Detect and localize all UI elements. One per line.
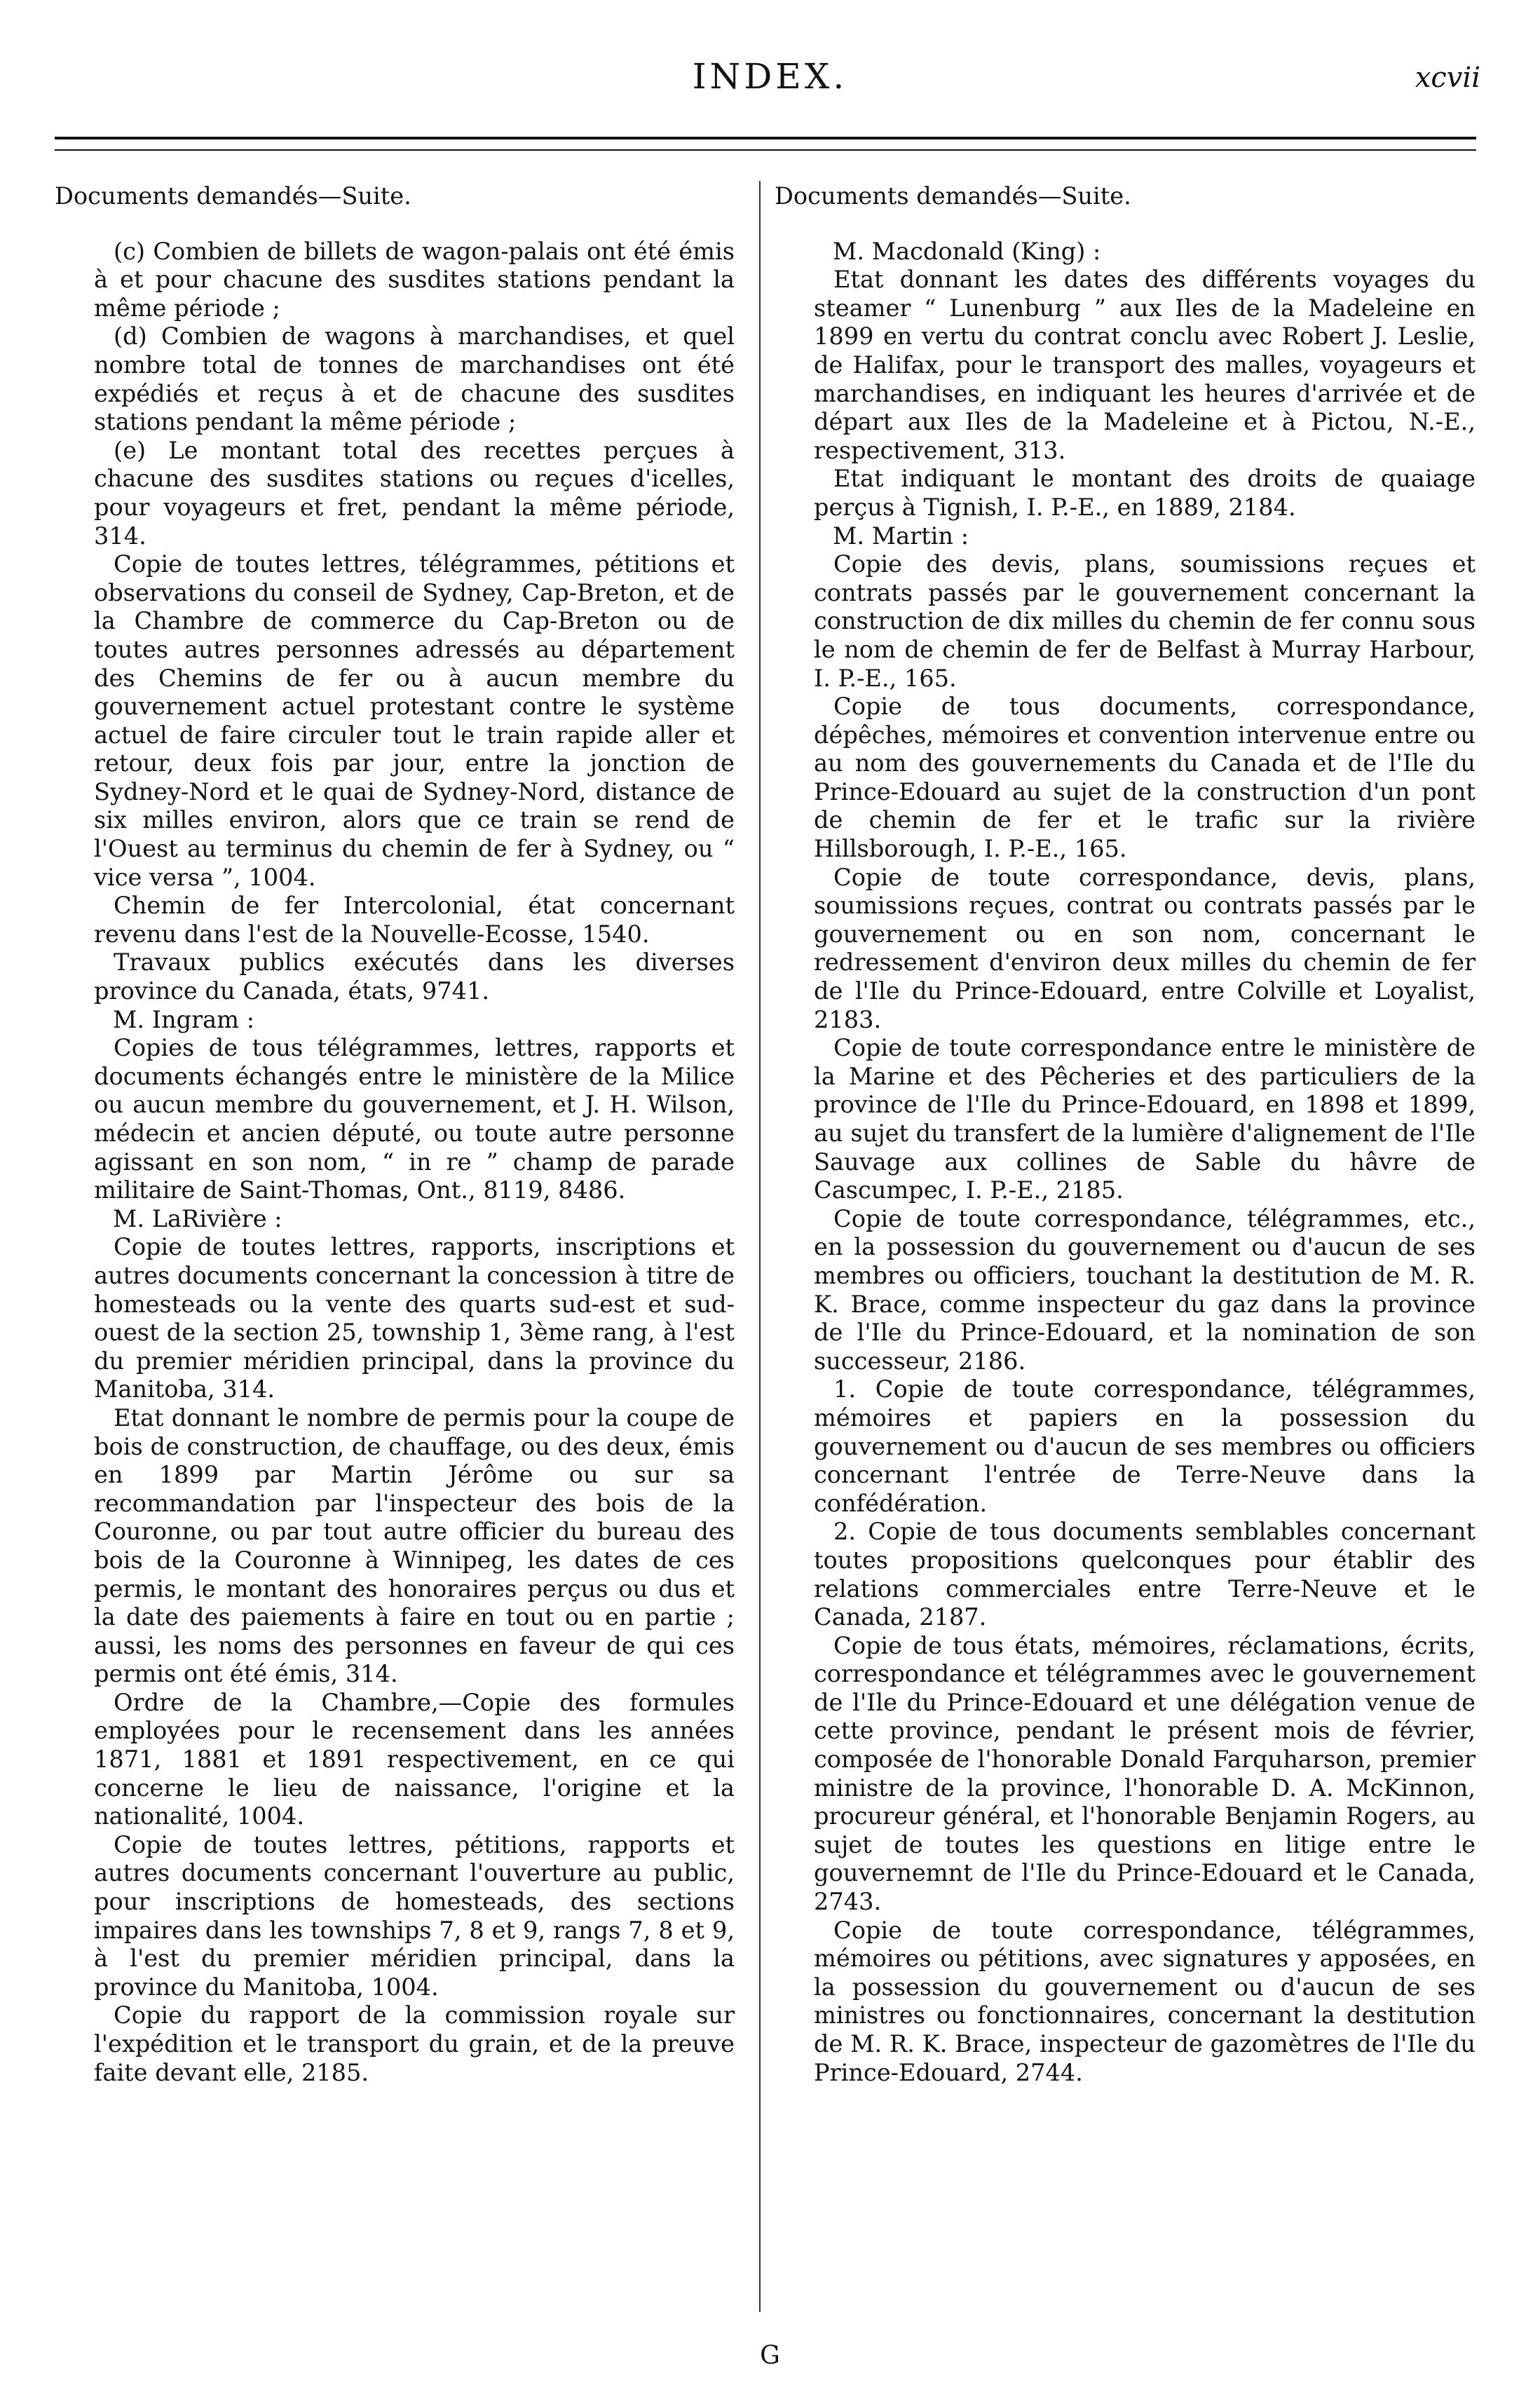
page-number: xcvii <box>1415 62 1480 94</box>
paragraph: (e) Le montant total des recettes perçues à chacune des susdites stations ou reçues d'icelles, pour voyageurs et fret, pendant la même période, 314. <box>94 436 735 550</box>
paragraph: 2. Copie de tous documents semblables concernant toutes propositions quelconques pour établir des relations commerciales entre Terre-Neuve et le Canada, 2187. <box>814 1518 1476 1631</box>
paragraph: Copie des devis, plans, soumissions reçues et contrats passés par le gouvernement concernant la construction de dix milles du chemin de fer connu sous le nom de chemin de fer de Belfast à Murray Harbour, I. P.-E., 165. <box>814 550 1476 692</box>
paragraph: Copie de toutes lettres, rapports, inscriptions et autres documents concernant la concession à titre de homesteads ou la vente des quarts sud-est et sud-ouest de la section 25, township 1, 3ème rang, à l'est du premier méridien principal, dans la province du Manitoba, 314. <box>94 1233 735 1403</box>
paragraph: Etat donnant le nombre de permis pour la coupe de bois de construction, de chauffage, ou des deux, émis en 1899 par Martin Jérôme ou sur sa recommandation par l'inspecteur des bois de la Couronne, ou par tout autre officier du bureau des bois de la Couronne à Winnipeg, les dates de ces permis, le montant des honoraires perçus ou dus et la date des paiements à faire en tout ou en partie ; aussi, les noms des personnes en faveur de qui ces permis ont été émis, 314. <box>94 1403 735 1688</box>
paragraph: Etat donnant les dates des différents voyages du steamer “ Lunenburg ” aux Iles de la Madeleine en 1899 en vertu du contrat conclu avec Robert J. Leslie, de Halifax, pour le transport des malles, voyageurs et marchandises, en indiquant les heures d'arrivée et de départ aux Iles de la Madeleine et à Pictou, N.-E., respectivement, 313. <box>814 266 1476 464</box>
paragraph: Travaux publics exécutés dans les diverses province du Canada, états, 9741. <box>94 948 735 1005</box>
speaker-lariviere: M. LaRivière : <box>113 1204 282 1232</box>
paragraph: (c) Combien de billets de wagon-palais ont été émis à et pour chacune des susdites stations pendant la même période ; <box>94 237 735 322</box>
continued-entry <box>55 238 735 1006</box>
header-rule-thick <box>55 137 1476 140</box>
speaker-ingram: M. Ingram : <box>113 1005 255 1033</box>
running-title: INDEX. <box>692 56 848 97</box>
paragraph: Copie de tous états, mémoires, réclamations, écrits, correspondance et télégrammes avec le gouvernement de l'Ile du Prince-Edouard et une délégation venue de cette province, pendant le présent mois de février, composée de l'honorable Donald Farquharson, premier ministre de la province, l'honorable D. A. McKinnon, procureur général, et l'honorable Benjamin Rogers, au sujet de toutes les questions en litige entre le gouvernemnt de l'Ile du Prince-Edouard et le Canada, 2743. <box>814 1631 1476 1916</box>
paragraph: Copie de toute correspondance entre le ministère de la Marine et des Pêcheries et des particuliers de la province de l'Ile du Prince-Edouard, en 1898 et 1899, au sujet du transfert de la lumière d'alignement de l'Ile Sauvage aux collines de Sable du hâvre de Cascumpec, I. P.-E., 2185. <box>814 1034 1476 1204</box>
paragraph: Chemin de fer Intercolonial, état concernant revenu dans l'est de la Nouvelle-Ecosse, 1540. <box>94 892 735 948</box>
paragraph: Etat indiquant le montant des droits de quaiage perçus à Tignish, I. P.-E., en 1889, 2184. <box>814 465 1476 521</box>
column-heading: Documents demandés—Suite. <box>55 182 411 210</box>
speaker-martin: M. Martin : <box>833 522 969 550</box>
paragraph: Copie de tous documents, correspondance, dépêches, mémoires et convention intervenue entre ou au nom des gouvernements du Canada et de l'Ile du Prince-Edouard au sujet de la construction d'un pont de chemin de fer et le trafic sur la rivière Hillsborough, I. P.-E., 165. <box>814 693 1476 863</box>
entry-lariviere <box>55 1233 735 2087</box>
page-header <box>0 56 1540 112</box>
paragraph: Copie de toute correspondance, devis, plans, soumissions reçues, contrat ou contrats passés par le gouvernement ou en son nom, concernant le redressement d'environ deux milles du chemin de fer de l'Ile du Prince-Edouard, entre Colville et Loyalist, 2183. <box>814 863 1476 1033</box>
column-heading: Documents demandés—Suite. <box>775 182 1131 210</box>
left-column <box>55 182 735 2087</box>
right-column <box>775 182 1476 2087</box>
paragraph: (d) Combien de wagons à marchandises, et quel nombre total de tonnes de marchandises ont été expédiés et reçus à et de chacune des susdites stations pendant la même période ; <box>94 322 735 436</box>
column-divider <box>759 181 761 2312</box>
paragraph: 1. Copie de toute correspondance, télégrammes, mémoires et papiers en la possession du gouvernement ou d'aucun de ses membres ou officiers concernant l'entrée de Terre-Neuve dans la confédération. <box>814 1375 1476 1517</box>
paragraph: Copie de toute correspondance, télégrammes, etc., en la possession du gouvernement ou d'aucun de ses membres ou officiers, touchant la destitution de M. R. K. Brace, comme inspecteur du gaz dans la province de l'Ile du Prince-Edouard, et la nomination de son successeur, 2186. <box>814 1204 1476 1375</box>
speaker-macdonald: M. Macdonald (King) : <box>833 237 1101 265</box>
entry-ingram <box>55 1034 735 1205</box>
signature-mark: G <box>760 2341 780 2370</box>
entry-macdonald <box>775 266 1476 522</box>
paragraph: Copie de toute correspondance, télégrammes, mémoires ou pétitions, avec signatures y apposées, en la possession du gouvernement ou d'aucun de ses ministres ou fonctionnaires, concernant la destitution de M. R. K. Brace, inspecteur de gazomètres de l'Ile du Prince-Edouard, 2744. <box>814 1916 1476 2086</box>
header-rule-thin <box>55 149 1476 151</box>
paragraph: Copie de toutes lettres, télégrammes, pétitions et observations du conseil de Sydney, Cap-Breton, et de la Chambre de commerce du Cap-Breton ou de toutes autres personnes adressés au département des Chemins de fer ou à aucun membre du gouvernement actuel protestant contre le système actuel de faire circuler tout le train rapide aller et retour, deux fois par jour, entre la jonction de Sydney-Nord et le quai de Sydney-Nord, distance de six milles environ, alors que ce train se rend de l'Ouest au terminus du chemin de fer à Sydney, ou “ vice versa ”, 1004. <box>94 550 735 891</box>
paragraph: Copie du rapport de la commission royale sur l'expédition et le transport du grain, et de la preuve faite devant elle, 2185. <box>94 2001 735 2086</box>
entry-martin <box>775 550 1476 2087</box>
paragraph: Copies de tous télégrammes, lettres, rapports et documents échangés entre le ministère de la Milice ou aucun membre du gouvernement, et J. H. Wilson, médecin et ancien député, ou toute autre personne agissant en son nom, “ in re ” champ de parade militaire de Saint-Thomas, Ont., 8119, 8486. <box>94 1034 735 1204</box>
paragraph: Copie de toutes lettres, pétitions, rapports et autres documents concernant l'ouverture au public, pour inscriptions de homesteads, des sections impaires dans les townships 7, 8 et 9, rangs 7, 8 et 9, à l'est du premier méridien principal, dans la province du Manitoba, 1004. <box>94 1830 735 2001</box>
paragraph: Ordre de la Chambre,—Copie des formules employées pour le recensement dans les années 1871, 1881 et 1891 respectivement, en ce qui concerne le lieu de naissance, l'origine et la nationalité, 1004. <box>94 1688 735 1830</box>
